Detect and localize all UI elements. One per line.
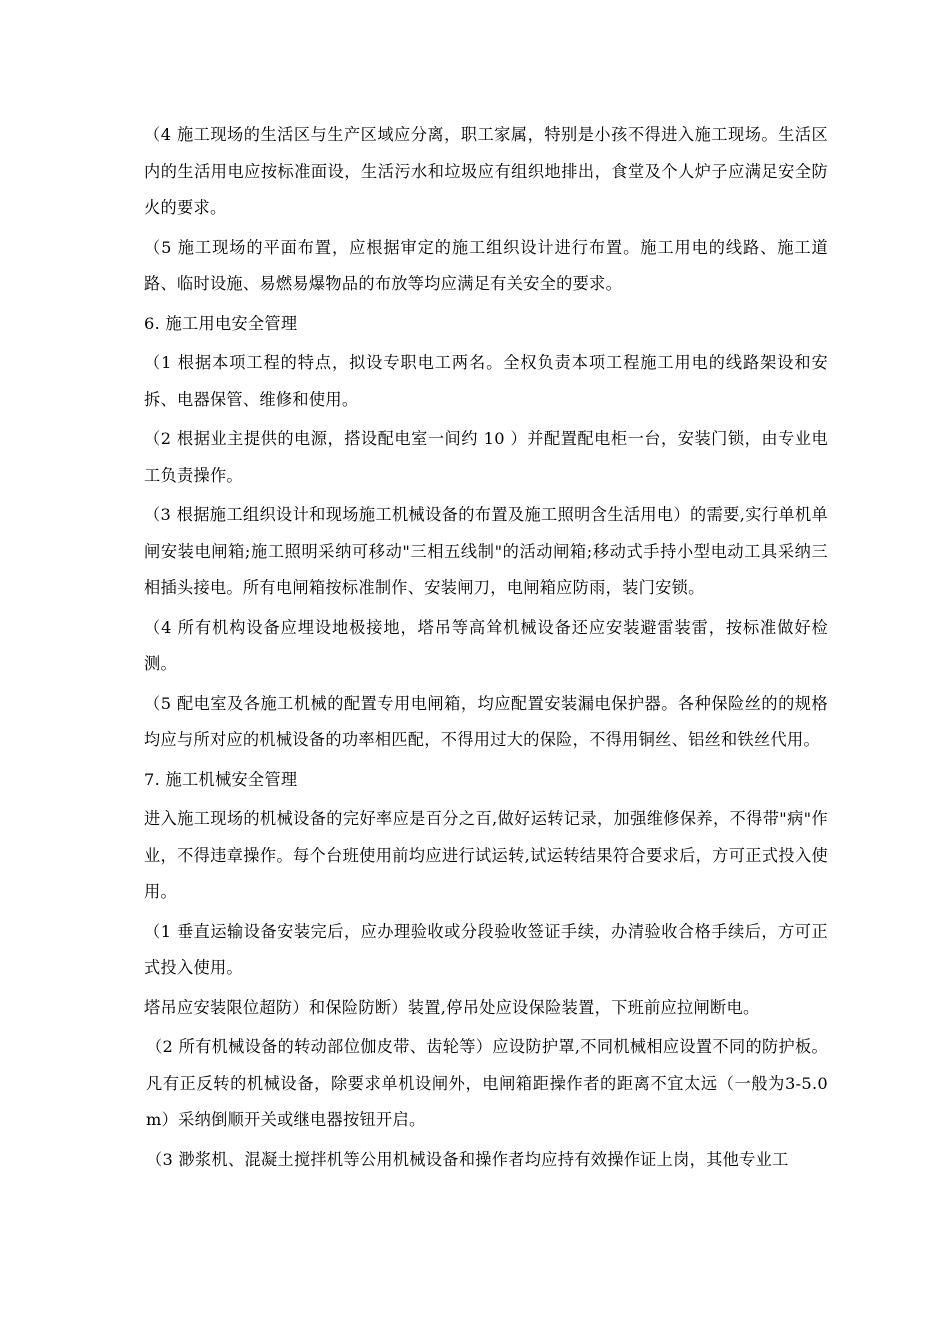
section-heading-electrical-safety: 6. 施工用电安全管理 [144,313,298,333]
paragraph-item-5-site-layout: （5 施工现场的平面布置，应根据审定的施工组织设计进行布置。施工用电的线路、施工道路、临时设施、易燃易爆物品的布放等均应满足有关安全的要求。 [144,237,828,293]
paragraph-item-3-switch-boxes: （3 根据施工组织设计和现场施工机械设备的布置及施工照明含生活用电）的需要,实行单机单闸安装电闸箱;施工照明采纳可移动"三相五线制"的活动闸箱;移动式手持小型电动工具采纳三相插头接电。所有电闸箱按标准制作、安装闸刀，电闸箱应防雨，装门安锁。 [144,505,828,597]
paragraph-item-1-electricians: （1 根据本项工程的特点，拟设专职电工两名。全权负责本项工程施工用电的线路架设和安拆、电器保管、维修和使用。 [144,353,828,409]
paragraph-item-2-guards: （2 所有机械设备的转动部位伽皮带、齿轮等）应设防护罩,不同机械相应设置不同的防护板。凡有正反转的机械设备，除要求单机设闸外，电闸箱距操作者的距离不宜太远（一般为3-5.0m）采纳倒顺开关或继电器按钮开启。 [146,1037,828,1129]
paragraph-item-5-leakage-protection: （5 配电室及各施工机械的配置专用电闸箱，均应配置安装漏电保护器。各种保险丝的的规格均应与所对应的机械设备的功率相匹配，不得用过大的保险，不得用铜丝、铝丝和铁丝代用。 [144,693,828,749]
paragraph-item-4-grounding: （4 所有机构设备应埋设地极接地，塔吊等高耸机械设备还应安装避雷装雷，按标准做好检测。 [144,617,828,673]
document-body [138,117,828,1181]
paragraph-item-2-power-room: （2 根据业主提供的电源，搭设配电室一间约 10 ）并配置配电柜一台，安装门锁，由专业电工负责操作。 [144,429,828,485]
section-heading-machinery-safety: 7. 施工机械安全管理 [144,769,298,789]
paragraph-item-3-operators: （3 渺浆机、混凝土搅拌机等公用机械设备和操作者均应持有效操作证上岗，其他专业工 [146,1149,789,1169]
paragraph-machinery-intro: 进入施工现场的机械设备的完好率应是百分之百,做好运转记录，加强维修保养，不得带"病"作业，不得违章操作。每个台班使用前均应进行试运转,试运转结果符合要求后，方可正式投入使用。 [144,809,828,901]
paragraph-tower-crane: 塔吊应安装限位超防）和保险防断）装置,停吊处应设保险装置，下班前应拉闸断电。 [144,997,760,1017]
paragraph-item-1-vertical-transport: （1 垂直运输设备安装完后，应办理验收或分段验收签证手续，办清验收合格手续后，方可正式投入使用。 [144,921,828,977]
paragraph-item-4-living-area: （4 施工现场的生活区与生产区域应分离，职工家属，特别是小孩不得进入施工现场。生活区内的生活用电应按标准面设，生活污水和垃圾应有组织地排出，食堂及个人炉子应满足安全防火的要求。 [144,125,828,217]
